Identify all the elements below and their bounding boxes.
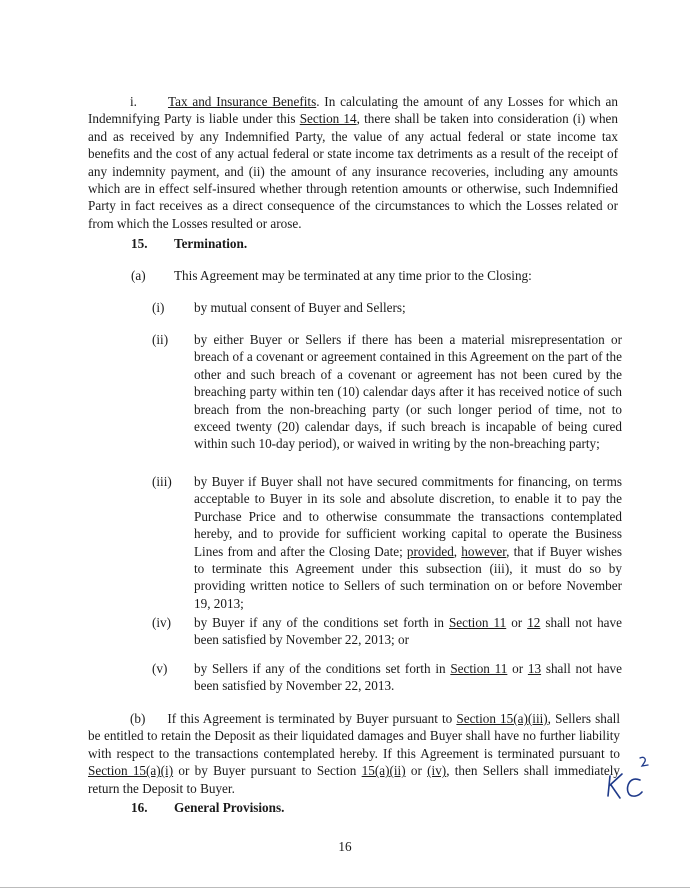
item-v-text: by Sellers if any of the conditions set forth in Section 11 or 13 shall not have been satisfied by November 22, 2013. (194, 661, 622, 694)
section-16-title: General Provisions. (174, 800, 285, 815)
paragraph-number: i. (130, 94, 137, 109)
section-reference: Section 15(a)(i) (88, 763, 174, 779)
however-term: however (461, 543, 507, 559)
provided-term: provided (406, 543, 454, 559)
section-16-heading (131, 799, 147, 816)
page-number: 16 (338, 839, 352, 854)
subsection-a-number: (a) (131, 268, 146, 283)
handwritten-initials (604, 752, 652, 802)
section-number: 15. (131, 236, 148, 251)
item-v-number: (v) (152, 661, 168, 676)
section-15-heading (131, 235, 147, 252)
item-iii-number: (iii) (152, 474, 172, 489)
item-ii-text: by either Buyer or Sellers if there has been a material misrepresentation or breach of a covenant or agreement contained in this Agreement on the part of the other and such breach of a covenant or agreement has not been cured by the breaching party within ten (10) calendar days after it has received notice of such breach from the non-breaching party (or such longer period of time, not to exceed twenty (20) calendar days, if such breach is incapable of being cured within such 10-day period), or waived in writing by the non-breaching party; (194, 332, 622, 452)
item-i-number: (i) (152, 300, 165, 315)
item-iii-text: by Buyer if Buyer shall not have secured commitments for financing, on terms acceptable to Buyer in its sole and absolute discretion, to enable it to pay the Purchase Price and to otherwise consummate the transactions contemplated hereby, and to provide for sufficient working capital to operate the Business Lines from and after the Closing Date; provided, however, that if Buyer wishes to terminate this Agreement under this subsection (iii), it must do so by providing written notice to Sellers of such termination on or before November 19, 2013; (194, 474, 622, 611)
section-reference: 13 (527, 661, 542, 676)
item-iv-text: by Buyer if any of the conditions set forth in Section 11 or 12 shall not have been satisfied by November 22, 2013; or (194, 615, 622, 648)
subsection-b-paragraph: (b) If this Agreement is terminated by Buyer pursuant to Section 15(a)(iii), Sellers shall be entitled to retain the Deposit as their liquidated damages and Buyer shall have no further liability with respect to the transactions contemplated hereby. If this Agreement is terminated pursuant to Section 15(a)(i) or by Buyer pursuant to Section 15(a)(ii) or (iv), then Sellers shall immediately return the Deposit to Buyer. (88, 711, 620, 796)
section-reference: Section 11 (448, 615, 507, 630)
paragraph-title: Tax and Insurance Benefits (167, 94, 317, 109)
paragraph-tax-insurance-benefits: i. Tax and Insurance Benefits. In calculating the amount of any Losses for which an Indemnifying Party is liable under this Section 14, there shall be taken into consideration (i) when and as received by any Indemnified Party, the value of any actual federal or state income tax benefits and the cost of any actual federal or state income tax detriments as a result of the receipt of any indemnity payment, and (ii) the amount of any insurance recoveries, including any amounts which are in effect self-insured whether through retention amounts or otherwise, such Indemnified Party in fact receives as a direct consequence of the circumstances to which the Losses related or from which the Losses resulted or arose. (88, 94, 618, 231)
item-iv-number: (iv) (152, 615, 172, 630)
section-reference: (iv) (427, 763, 447, 779)
page-bottom-rule (0, 887, 690, 888)
section-reference: Section 14 (299, 111, 357, 127)
section-reference: 15(a)(ii) (361, 763, 406, 779)
item-i-text: by mutual consent of Buyer and Sellers; (194, 300, 406, 315)
section-reference: Section 15(a)(iii) (456, 711, 548, 726)
subsection-b-number: (b) (130, 711, 146, 726)
subsection-a-text: This Agreement may be terminated at any time prior to the Closing: (174, 268, 532, 283)
section-15-title: Termination. (174, 236, 248, 251)
section-number: 16. (131, 800, 148, 815)
item-ii-number: (ii) (152, 332, 169, 347)
section-reference: 12 (527, 615, 541, 630)
section-reference: Section 11 (450, 661, 508, 676)
